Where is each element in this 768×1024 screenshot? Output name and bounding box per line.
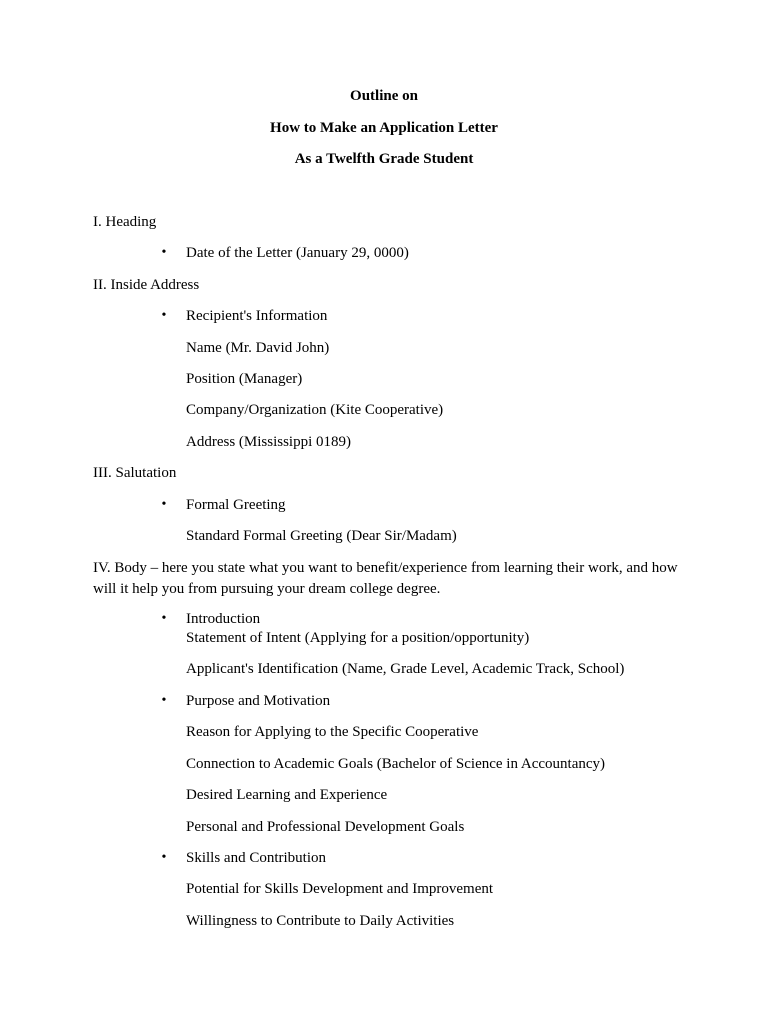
inside-address-bullet: Recipient's Information xyxy=(186,308,328,324)
body-introduction-bullet: Introduction xyxy=(186,611,261,627)
section-inside-address-title: II. Inside Address xyxy=(93,277,200,293)
inside-address-detail-company: Company/Organization (Kite Cooperative) xyxy=(186,402,444,418)
body-introduction-detail: Statement of Intent (Applying for a position/opportunity) xyxy=(186,630,530,646)
section-salutation-title: III. Salutation xyxy=(93,465,177,481)
body-skills-detail: Willingness to Contribute to Daily Activities xyxy=(186,913,455,929)
body-skills-bullet: Skills and Contribution xyxy=(186,850,327,866)
body-purpose-detail: Connection to Academic Goals (Bachelor of Science in Accountancy) xyxy=(186,756,606,772)
inside-address-detail-position: Position (Manager) xyxy=(186,371,303,387)
heading-bullet-date: Date of the Letter (January 29, 0000) xyxy=(186,245,409,261)
salutation-detail: Standard Formal Greeting (Dear Sir/Madam) xyxy=(186,528,457,544)
body-purpose-detail: Personal and Professional Development Goals xyxy=(186,819,465,835)
title-line-3: As a Twelfth Grade Student xyxy=(294,151,474,167)
bullet-icon: • xyxy=(161,245,167,260)
title-line-2: How to Make an Application Letter xyxy=(270,120,498,136)
body-skills-detail: Potential for Skills Development and Improvement xyxy=(186,881,494,897)
body-purpose-bullet: Purpose and Motivation xyxy=(186,693,331,709)
salutation-bullet: Formal Greeting xyxy=(186,497,286,513)
inside-address-detail-name: Name (Mr. David John) xyxy=(186,340,330,356)
bullet-icon: • xyxy=(161,497,167,512)
bullet-icon: • xyxy=(161,850,167,865)
section-heading-title: I. Heading xyxy=(93,214,157,230)
inside-address-detail-address: Address (Mississippi 0189) xyxy=(186,434,352,450)
body-purpose-detail: Reason for Applying to the Specific Cooperative xyxy=(186,724,479,740)
body-purpose-detail: Desired Learning and Experience xyxy=(186,787,388,803)
bullet-icon: • xyxy=(161,308,167,323)
bullet-icon: • xyxy=(161,693,167,708)
bullet-icon: • xyxy=(161,611,167,626)
section-body-title: IV. Body – here you state what you want to benefit/experience from learning their work, and how will it help you from pursuing your dream college degree. xyxy=(93,560,678,597)
body-introduction-detail: Applicant's Identification (Name, Grade Level, Academic Track, School) xyxy=(186,661,625,677)
title-line-1: Outline on xyxy=(350,88,418,104)
